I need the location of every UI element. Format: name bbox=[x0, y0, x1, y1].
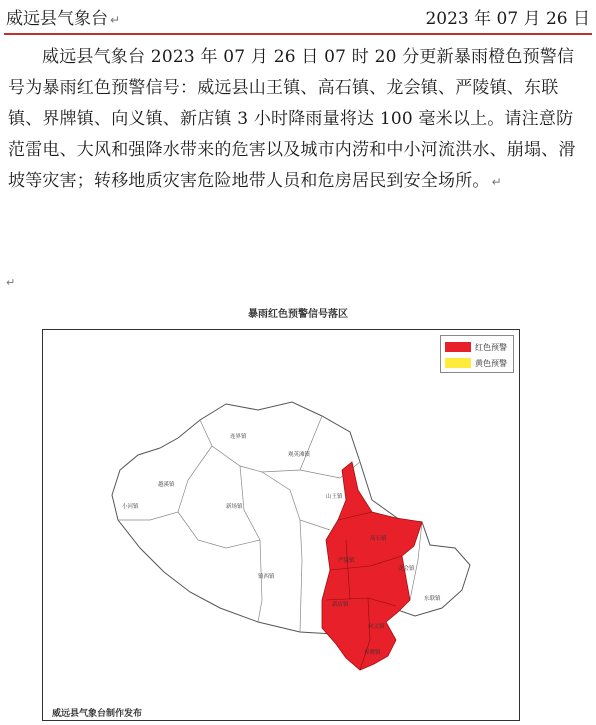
legend-label: 黄色预警 bbox=[475, 358, 507, 368]
map-town-label: 观英滩镇 bbox=[288, 452, 311, 458]
map-town-label: 严陵镇 bbox=[338, 558, 355, 564]
map-legend bbox=[440, 335, 514, 373]
header-date: 2023 年 07 月 26 日 bbox=[425, 9, 590, 29]
red-swatch-icon bbox=[445, 342, 471, 352]
map-town-label: 新店镇 bbox=[332, 602, 349, 608]
map-town-label: 镇西镇 bbox=[258, 574, 275, 580]
paragraph-mark-icon: ↵ bbox=[6, 276, 16, 289]
yellow-swatch-icon bbox=[445, 358, 471, 368]
legend-item-yellow bbox=[445, 357, 507, 369]
county-outline bbox=[112, 402, 470, 634]
map-town-label: 东联镇 bbox=[424, 596, 441, 602]
map-credit: 威远县气象台制作发布 bbox=[52, 709, 143, 719]
map-town-label: 连界镇 bbox=[230, 434, 247, 440]
paragraph-mark-icon: ↵ bbox=[110, 13, 121, 27]
map-town-label: 高石镇 bbox=[370, 536, 387, 542]
map-town-label: 小河镇 bbox=[122, 504, 139, 510]
map-town-label: 越溪镇 bbox=[158, 482, 175, 488]
warning-text: 威远县气象台 2023 年 07 月 26 日 07 时 20 分更新暴雨橙色预警信号为暴雨红色预警信号：威远县山王镇、高石镇、龙会镇、严陵镇、东联镇、界牌镇、向义镇、新店镇 3 小时降雨量将达 100 毫米以上。请注意防范雷电、大风和强降水带来的危害以及城市内涝和中小河流洪水、崩塌、滑坡等灾害；转移地质灾害危险地带人员和危房居民到安全场所。 bbox=[8, 47, 576, 191]
map-town-label: 龙会镇 bbox=[398, 566, 415, 572]
legend-label: 红色预警 bbox=[475, 342, 507, 352]
map-town-label: 山王镇 bbox=[326, 494, 343, 500]
header-org-text: 威远县气象台 bbox=[6, 9, 108, 29]
map-town-label: 向义镇 bbox=[368, 624, 385, 630]
map-town-label: 新场镇 bbox=[226, 504, 243, 510]
paragraph-mark-icon: ↵ bbox=[491, 175, 502, 189]
map-title: 暴雨红色预警信号落区 bbox=[248, 309, 348, 320]
map-town-label: 界牌镇 bbox=[364, 650, 381, 656]
legend-item-red bbox=[445, 341, 507, 353]
